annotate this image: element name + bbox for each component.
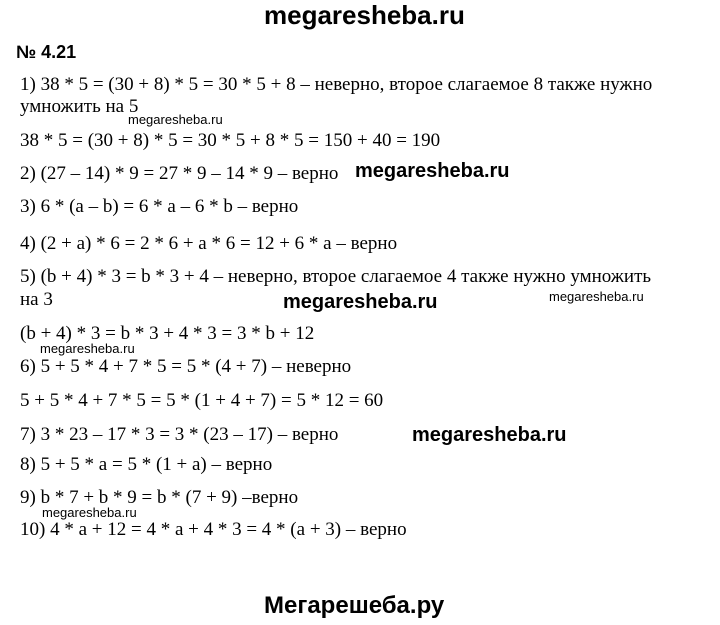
footer-brand: Мегарешеба.ру <box>264 592 445 619</box>
solution-line-3: 38 * 5 = (30 + 8) * 5 = 30 * 5 + 8 * 5 = 150 + 40 = 190 <box>20 130 441 151</box>
solution-line-7: 5) (b + 4) * 3 = b * 3 + 4 – неверно, второе слагаемое 4 также нужно умножить <box>20 266 652 287</box>
watermark-large: megaresheba.ru <box>283 291 438 313</box>
watermark-small: megaresheba.ru <box>128 112 223 127</box>
solution-line-8: на 3 <box>20 289 53 310</box>
watermark-small: megaresheba.ru <box>549 289 644 304</box>
solution-line-14: 9) b * 7 + b * 9 = b * (7 + 9) –верно <box>20 487 299 508</box>
watermark-small: megaresheba.ru <box>40 341 135 356</box>
solution-line-13: 8) 5 + 5 * a = 5 * (1 + a) – верно <box>20 454 273 475</box>
solution-line-9: (b + 4) * 3 = b * 3 + 4 * 3 = 3 * b + 12 <box>20 323 315 344</box>
solution-line-15: 10) 4 * a + 12 = 4 * a + 4 * 3 = 4 * (a + 3) – верно <box>20 519 407 540</box>
solution-line-6: 4) (2 + a) * 6 = 2 * 6 + a * 6 = 12 + 6 * a – верно <box>20 233 398 254</box>
solution-line-11: 5 + 5 * 4 + 7 * 5 = 5 * (1 + 4 + 7) = 5 * 12 = 60 <box>20 390 384 411</box>
solution-line-12: 7) 3 * 23 – 17 * 3 = 3 * (23 – 17) – верно <box>20 424 339 445</box>
watermark-small: megaresheba.ru <box>42 505 137 520</box>
solution-line-10: 6) 5 + 5 * 4 + 7 * 5 = 5 * (4 + 7) – неверно <box>20 356 352 377</box>
site-header: megaresheba.ru <box>264 0 465 30</box>
solution-line-4: 2) (27 – 14) * 9 = 27 * 9 – 14 * 9 – верно <box>20 163 339 184</box>
solution-line-5: 3) 6 * (a – b) = 6 * a – 6 * b – верно <box>20 196 299 217</box>
problem-number: № 4.21 <box>16 42 77 62</box>
watermark-large: megaresheba.ru <box>355 160 510 182</box>
solution-line-1: 1) 38 * 5 = (30 + 8) * 5 = 30 * 5 + 8 – неверно, второе слагаемое 8 также нужно <box>20 74 653 95</box>
solution-line-2: умножить на 5 <box>20 96 139 117</box>
watermark-large: megaresheba.ru <box>412 424 567 446</box>
